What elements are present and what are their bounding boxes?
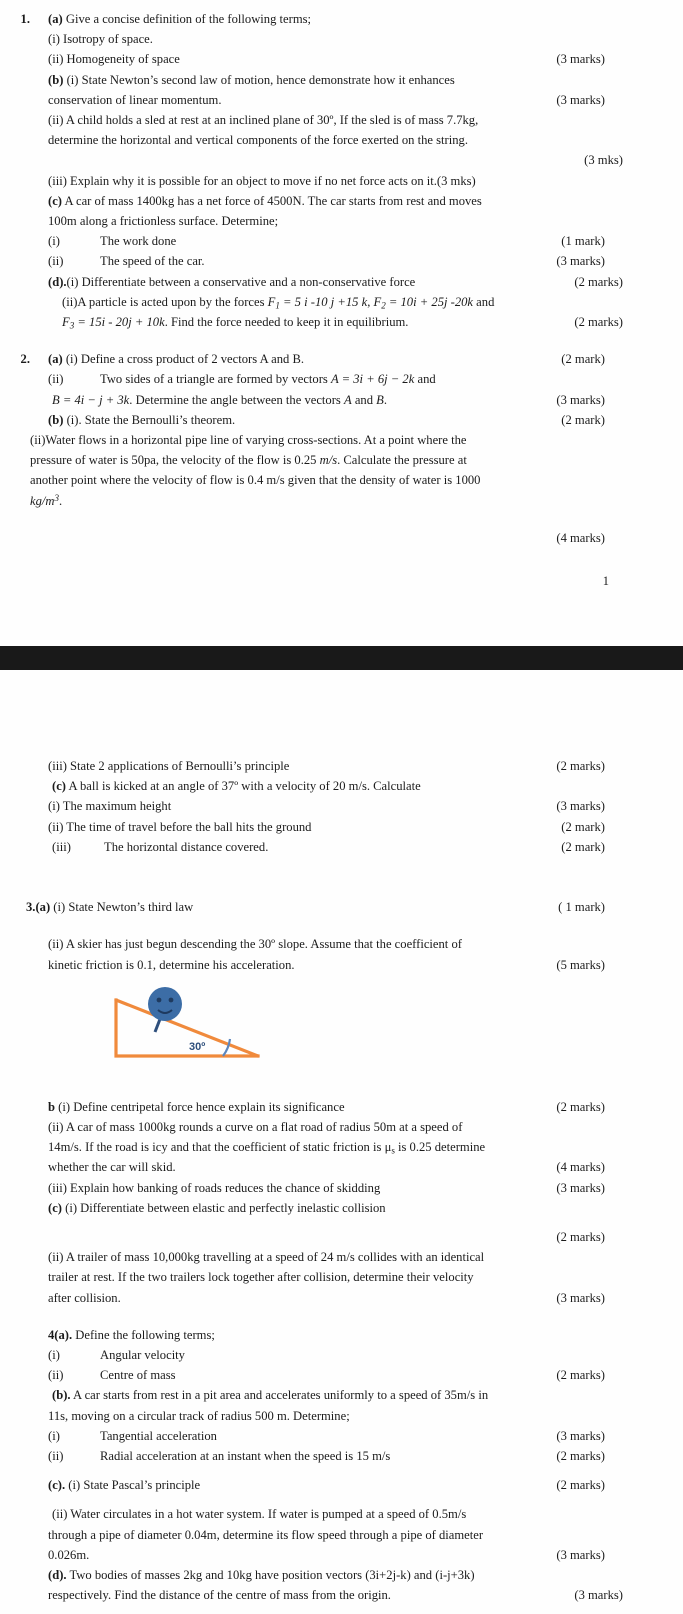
q4-a-ii: Centre of mass: [100, 1368, 176, 1383]
q2-a-i-marks: (2 mark): [561, 352, 605, 367]
q1-d-ii-f2-sub: 2: [381, 300, 386, 311]
q2-b-ii-line-3: another point where the velocity of flow is 0.4 m/s given that the density of water is 1000: [30, 473, 481, 488]
q1-b-i-cont: conservation of linear momentum.: [48, 92, 222, 107]
q4-part-c-label: (c).: [48, 1478, 66, 1493]
q4-d-marks: (3 marks): [574, 1588, 623, 1603]
q1-d-ii-f2: F: [373, 294, 382, 309]
q3-a-ii-line-1: (ii) A skier has just begun descending the 30º slope. Assume that the coefficient of: [48, 937, 462, 952]
q2-b-ii-marks-line: [30, 528, 683, 548]
q2-a-i: (i) Define a cross product of 2 vectors A and B.: [65, 352, 305, 367]
q3-b-ii-line-2: [48, 1137, 683, 1157]
q4-c-ii-line-1: (ii) Water circulates in a hot water system. If water is pumped at a speed of 0.5m/s: [52, 1507, 467, 1522]
q3-b-ii-line-1: (ii) A car of mass 1000kg rounds a curve on a flat road of radius 50m at a speed of: [48, 1119, 463, 1134]
q3-mu-subscript: s: [391, 1145, 395, 1156]
q3-part-c-label: (c): [48, 1200, 62, 1215]
q2-c-iii-line: [48, 756, 683, 776]
q4-part-b-label: (b).: [52, 1388, 71, 1403]
question-1-number: 1.: [20, 12, 30, 26]
q3-part-a-label: (a): [35, 900, 51, 915]
q1-b-iii: (iii) Explain why it is possible for an object to move if no net force acts on it.(3 mks): [48, 173, 476, 188]
q4-c-i-marks: (2 marks): [556, 1478, 605, 1493]
page-number: 1: [602, 574, 609, 589]
q3-a-i-marks: ( 1 mark): [558, 900, 605, 915]
q2-a-ii-tail-end: .: [383, 392, 388, 407]
q1-a-ii-line: [48, 49, 683, 69]
q3-part-b-label: b: [48, 1099, 56, 1114]
q3-c-ii-l3: after collision.: [48, 1290, 121, 1305]
q1-d-ii-sep1: ,: [367, 294, 374, 309]
q2-part-c-label: (c): [52, 779, 66, 794]
q2-b-ii-density-unit: kg/m: [30, 493, 55, 508]
q4-a-i: Angular velocity: [100, 1347, 185, 1362]
q4-c-ii-line-2: through a pipe of diameter 0.04m, determine its flow speed through a pipe of diameter: [48, 1527, 484, 1542]
q2-a-ii-tail-pre: . Determine the angle between the vectors: [129, 392, 344, 407]
q1-c-i-marks: (1 mark): [561, 234, 605, 249]
q4-b-ii-line: [48, 1446, 683, 1466]
q1-d-ii-f3-sub: 3: [69, 320, 75, 331]
q2-part-c-line: [52, 776, 683, 796]
q2-c-i-marks: (3 marks): [556, 799, 605, 814]
skier-ball: [148, 987, 182, 1021]
q2-b-ii-density-exp: 3: [54, 492, 60, 503]
q1-d-ii-tail: . Find the force needed to keep it in equilibrium.: [164, 315, 409, 330]
q1-d-i: (i) Differentiate between a conservative and a non-conservative force: [66, 274, 416, 289]
q3-c-ii-marks: (3 marks): [556, 1290, 605, 1305]
q4-b-l1: A car starts from rest in a pit area and accelerates uniformly to a speed of 35m/s in: [73, 1388, 489, 1403]
q1-a-ii: (ii) Homogeneity of space: [48, 52, 180, 67]
q1-part-b-label: (b): [48, 72, 64, 87]
q3-a-ii-l2: kinetic friction is 0.1, determine his acceleration.: [48, 957, 295, 972]
q4-b-line-2: 11s, moving on a circular track of radius 500 m. Determine;: [48, 1408, 350, 1423]
q3-b-i: (i) Define centripetal force hence explain its significance: [58, 1099, 345, 1114]
q4-a-ii-key: (ii): [48, 1368, 64, 1383]
q2-part-a-label: (a): [48, 352, 63, 367]
q2-a-ii-line-2: [52, 390, 683, 410]
q3-b-iii-marks: (3 marks): [556, 1180, 605, 1195]
q2-a-ii-tail-a: A: [343, 392, 352, 407]
q3-a-ii-line-2: [48, 955, 683, 975]
question-2-continued: [0, 756, 683, 857]
q2-vector-a: A = 3i + 6j − 2k: [330, 372, 415, 387]
q1-part-a-text: Give a concise definition of the following terms;: [65, 12, 312, 26]
q1-d-i-marks: (2 marks): [574, 274, 623, 289]
q1-b-ii-marks-line: [48, 150, 683, 170]
q2-c-ii-marks: (2 mark): [561, 819, 605, 834]
q1-part-d-label: (d).: [48, 274, 67, 289]
q3-a-i: (i) State Newton’s third law: [53, 900, 194, 915]
q4-d-l2: respectively. Find the distance of the centre of mass from the origin.: [48, 1588, 391, 1603]
q2-c-ii-line: [48, 817, 683, 837]
q2-part-b-line: [48, 410, 683, 430]
q1-part-b-line: [48, 70, 683, 90]
question-2: [0, 349, 683, 548]
q3-b-iii: (iii) Explain how banking of roads reduces the chance of skidding: [48, 1180, 381, 1195]
q3-b-ii-line-3: [48, 1157, 683, 1177]
q1-c-i-line: [48, 231, 683, 251]
q1-part-d-line: [48, 272, 683, 292]
q4-c-ii-marks: (3 marks): [556, 1547, 605, 1562]
q2-c-text: A ball is kicked at an angle of 37º with a velocity of 20 m/s. Calculate: [68, 779, 421, 794]
q2-b-i-marks: (2 mark): [561, 412, 605, 427]
q1-d-ii-f3: F: [62, 315, 70, 330]
q2-a-ii-tail-b: B: [376, 392, 384, 407]
q1-c-ii: The speed of the car.: [100, 254, 205, 269]
q2-b-ii-l4-post: .: [59, 493, 63, 508]
q3-b-ii-marks: (4 marks): [556, 1160, 605, 1175]
q4-b-ii: Radial acceleration at an instant when the speed is 15 m/s: [100, 1448, 391, 1463]
q1-d-ii-f2-val: = 10i + 25j -20k: [385, 294, 474, 309]
question-4: [0, 1325, 683, 1606]
q2-c-iii-b-line: [52, 837, 683, 857]
ball-eye-right-icon: [169, 997, 174, 1002]
q4-part-b-line: [52, 1385, 683, 1405]
q2-vector-b: B = 4i − j + 3k: [52, 392, 130, 407]
q1-c-ii-marks: (3 marks): [556, 254, 605, 269]
q2-part-b-label: (b): [48, 412, 64, 427]
q2-c-i: (i) The maximum height: [48, 799, 172, 814]
q1-b-ii: (ii) A child holds a sled at rest at an inclined plane of 30º, If the sled is of mass 7.7kg,: [48, 113, 479, 128]
page-separator-band: [0, 646, 683, 670]
q2-c-iii-key: (iii): [52, 839, 71, 854]
q1-part-a-label: (a): [48, 12, 63, 26]
q4-b-ii-marks: (2 marks): [556, 1448, 605, 1463]
exam-page-1: [0, 0, 683, 646]
q4-c-ii-line-3: [48, 1545, 683, 1565]
q4-a-text: Define the following terms;: [75, 1327, 215, 1342]
q3-b-ii-l3: whether the car will skid.: [48, 1160, 176, 1175]
q1-d-ii-f1-val: = 5 i -10 j +15 k: [279, 294, 368, 309]
q3-b-i-marks: (2 marks): [556, 1099, 605, 1114]
q2-a-ii-tail-mid: and: [351, 392, 377, 407]
q4-d-l1: Two bodies of masses 2kg and 10kg have position vectors (3i+2j-k) and (i-j+3k): [69, 1567, 475, 1582]
q2-a-ii-line: [48, 369, 683, 389]
q4-b-i: Tangential acceleration: [100, 1428, 217, 1443]
q2-a-ii-post: and: [414, 372, 436, 387]
exam-page-2: [0, 670, 683, 1614]
q3-part-b-line: [48, 1097, 683, 1117]
q1-c-cont: 100m along a frictionless surface. Determine;: [48, 214, 279, 229]
q1-b-ii-marks: (3 mks): [584, 153, 623, 168]
q1-d-ii-f1: F: [267, 294, 276, 309]
q3-c-i: (i) Differentiate between elastic and perfectly inelastic collision: [65, 1200, 386, 1215]
q2-b-i: (i). State the Bernoulli’s theorem.: [66, 412, 236, 427]
q4-part-d-line: [48, 1565, 683, 1585]
q1-a-i: (i) Isotropy of space.: [48, 32, 153, 47]
q1-part-c-line: [48, 191, 683, 211]
q4-part-d-label: (d).: [48, 1567, 67, 1582]
ball-eye-left-icon: [157, 997, 162, 1002]
q2-c-iii: (iii) State 2 applications of Bernoulli’s principle: [48, 759, 290, 774]
q1-d-ii-f1-sub: 1: [275, 300, 280, 311]
q3-mu-symbol: μ: [384, 1140, 392, 1155]
q1-c-ii-key: (ii): [48, 254, 64, 269]
triangle-hypotenuse-slope: [116, 1000, 258, 1056]
q1-part-c-label: (c): [48, 193, 62, 208]
q3-b-ii-l2-post: is 0.25 determine: [394, 1140, 486, 1155]
q2-b-ii-marks: (4 marks): [556, 530, 605, 545]
q2-a-ii-key: (ii): [48, 372, 64, 387]
q2-b-ii-line-2: [30, 450, 683, 470]
q2-b-ii-unit: m/s: [319, 453, 338, 468]
q4-part-a-line: [48, 1325, 683, 1345]
question-1: [0, 9, 683, 332]
question-3-number: 3.: [26, 900, 36, 915]
q2-c-iii-marks: (2 marks): [556, 759, 605, 774]
inclined-plane-svg: [92, 984, 292, 1088]
q4-b-ii-key: (ii): [48, 1448, 64, 1463]
q4-a-ii-line: [48, 1365, 683, 1385]
q1-a-ii-marks: (3 marks): [556, 52, 605, 67]
q3-c-i-marks: (2 marks): [556, 1229, 605, 1244]
q4-b-i-marks: (3 marks): [556, 1428, 605, 1443]
q2-a-ii-marks: (3 marks): [556, 392, 605, 407]
q1-c-ii-line: [48, 251, 683, 271]
q3-part-c-line: [48, 1198, 683, 1218]
q4-part-a-label: 4(a).: [48, 1327, 73, 1342]
q1-b-i-text: (i) State Newton’s second law of motion, hence demonstrate how it enhances: [66, 72, 455, 87]
question-2-number: 2.: [20, 352, 30, 367]
q3-b-iii-line: [48, 1178, 683, 1198]
q4-a-ii-marks: (2 marks): [556, 1368, 605, 1383]
q1-b-ii-cont: determine the horizontal and vertical components of the force exerted on the string.: [48, 133, 468, 148]
q3-a-i-line: [26, 897, 683, 917]
q2-c-ii: (ii) The time of travel before the ball hits the ground: [48, 819, 312, 834]
q2-b-ii-l2-post: . Calculate the pressure at: [337, 453, 467, 468]
q1-c-i: The work done: [100, 234, 177, 249]
q4-a-i-key: (i): [48, 1347, 60, 1362]
q3-c-ii-line-2: trailer at rest. If the two trailers lock together after collision, determine their velocity: [48, 1270, 474, 1285]
q3-a-ii-marks: (5 marks): [556, 957, 605, 972]
q1-part-a-line: [48, 9, 683, 29]
q2-b-ii-l2-pre: pressure of water is 50pa, the velocity of the flow is 0.25: [30, 453, 320, 468]
q4-a-i-line: [48, 1345, 683, 1365]
q3-c-ii-line-1: (ii) A trailer of mass 10,000kg travelling at a speed of 24 m/s collides with an identical: [48, 1250, 485, 1265]
q1-d-ii-marks: (2 marks): [574, 315, 623, 330]
q2-a-ii-pre: Two sides of a triangle are formed by vectors: [100, 372, 331, 387]
q1-d-ii-f3-val: = 15i - 20j + 10k: [74, 315, 165, 330]
q1-c-i-key: (i): [48, 234, 60, 249]
q3-c-ii-line-3: [48, 1288, 683, 1308]
q4-d-line-2: [48, 1585, 683, 1605]
q4-b-i-key: (i): [48, 1428, 60, 1443]
q3-c-i-marks-line: [48, 1227, 683, 1247]
angle-label: 30º: [189, 1040, 206, 1053]
q2-b-ii-line-1: (ii)Water flows in a horizontal pipe line of varying cross-sections. At a point where the: [30, 433, 467, 448]
q2-b-ii-line-4: [30, 491, 683, 511]
q4-c-i: (i) State Pascal’s principle: [68, 1478, 201, 1493]
q2-c-iii-b-marks: (2 mark): [561, 839, 605, 854]
q1-b-i-cont-line: [48, 90, 683, 110]
q2-part-a-line: [48, 349, 683, 369]
inclined-plane-figure: [92, 984, 683, 1088]
q1-d-ii-line-2: [62, 312, 683, 332]
q1-d-ii-line-1: [62, 292, 683, 312]
q4-part-c-line: [48, 1475, 683, 1495]
q1-b-i-marks: (3 marks): [556, 92, 605, 107]
q2-c-i-line: [48, 796, 683, 816]
question-3: [0, 897, 683, 1308]
q4-b-i-line: [48, 1426, 683, 1446]
q1-d-ii-post: and: [473, 294, 495, 309]
q2-c-iii-b: The horizontal distance covered.: [104, 839, 269, 854]
q1-c-text: A car of mass 1400kg has a net force of 4500N. The car starts from rest and moves: [64, 193, 482, 208]
q4-c-ii-l3: 0.026m.: [48, 1547, 90, 1562]
q3-b-ii-l2-pre: 14m/s. If the road is icy and that the coefficient of static friction is: [48, 1140, 385, 1155]
q1-d-ii-pre: (ii)A particle is acted upon by the forces: [62, 294, 268, 309]
